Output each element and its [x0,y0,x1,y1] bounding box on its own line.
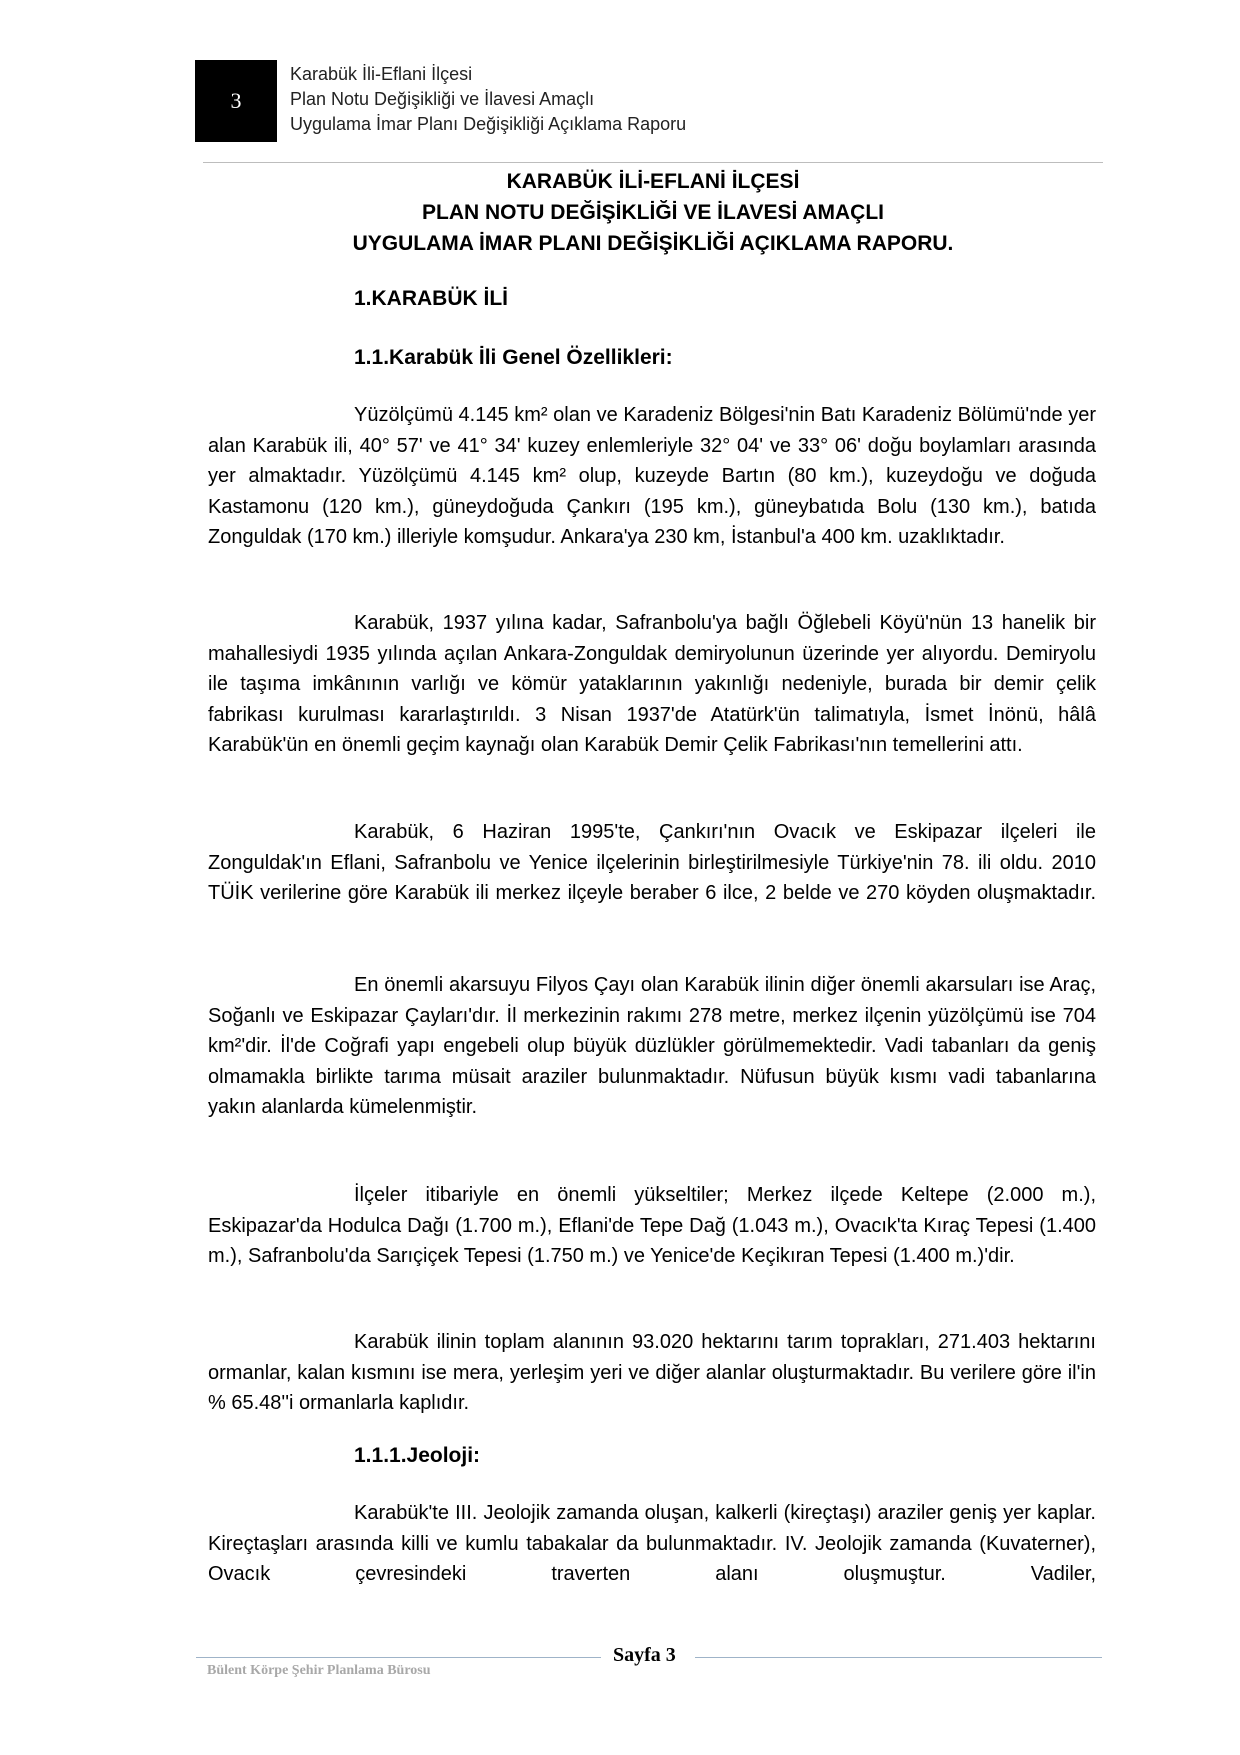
header-line-3: Uygulama İmar Planı Değişikliği Açıklama Raporu [290,114,687,134]
title-line-1: KARABÜK İLİ-EFLANİ İLÇESİ [506,170,800,193]
paragraph-land-use: Karabük ilinin toplam alanının 93.020 hektarını tarım toprakları, 271.403 hektarını ormanlar, kalan kısmını ise mera, yerleşim yeri ve diğer alanlar oluşturmaktadır. Bu verilere göre il'in % 65.48''i ormanlarla kaplıdır. [208,1331,1096,1414]
footer-page-label: Sayfa 3 [613,1644,676,1666]
paragraph-general-1: Yüzölçümü 4.145 km² olan ve Karadeniz Bölgesi'nin Batı Karadeniz Bölümü'nde yer alan Karabük ili, 40° 57' ve 41° 34' kuzey enlemleriyle 32° 04' ve 33° 06' doğu boylamları arasında yer almaktadır. Yüzölçümü 4.145 km² olup, kuzeyde Bartın (80 km.), kuzeydoğu ve doğuda Kastamonu (120 km.), güneydoğuda Çankırı (195 km.), güneybatıda Bolu (130 km.), batıda Zonguldak (170 km.) illeriyle komşudur. Ankara'ya 230 km, İstanbul'a 400 km. uzaklıktadır. [208,404,1096,548]
document-title [203,166,1103,259]
page-number: 3 [230,88,242,113]
running-header [290,62,686,137]
paragraph-history: Karabük, 1937 yılına kadar, Safranbolu'ya bağlı Öğlebeli Köyü'nün 13 hanelik bir mahallesiydi 1935 yılında açılan Ankara-Zonguldak demiryolunun üzerinde yer alıyordu. Demiryolu ile taşıma imkânının varlığı ve kömür yataklarının yakınlığı nedeniyle, burada bir demir çelik fabrikası kurulması kararlaştırıldı. 3 Nisan 1937'de Atatürk'ün talimatıyla, İsmet İnönü, hâlâ Karabük'ün en önemli geçim kaynağı olan Karabük Demir Çelik Fabrikası'nın temellerini attı. [208,612,1096,756]
header-line-1: Karabük İli-Eflani İlçesi [290,64,473,84]
paragraph-rivers: En önemli akarsuyu Filyos Çayı olan Karabük ilinin diğer önemli akarsuları ise Araç, Soğanlı ve Eskipazar Çayları'dır. İl merkezinin rakımı 278 metre, merkez ilçenin yüzölçümü ise 704 km²'dir. İl'de Coğrafi yapı engebeli olup büyük düzlükler görülmemektedir. Vadi tabanları da geniş olmamakla birlikte tarıma müsait araziler bulunmaktadır. Nüfusun büyük kısmı vadi tabanlarına yakın alanlarda kümelenmiştir. [208,974,1096,1118]
section-heading-1: 1.KARABÜK İLİ [354,287,509,310]
page-number-badge [195,60,277,142]
header-line-2: Plan Notu Değişikliği ve İlavesi Amaçlı [290,89,595,109]
footer-divider-right [695,1657,1102,1658]
title-line-3: UYGULAMA İMAR PLANI DEĞİŞİKLİĞİ AÇIKLAMA RAPORU. [352,232,954,255]
footer-company-name: Bülent Körpe Şehir Planlama Bürosu [207,1663,431,1678]
paragraph-elevations: İlçeler itibariyle en önemli yükseltiler; Merkez ilçede Keltepe (2.000 m.), Eskipazar'da Hodulca Dağı (1.700 m.), Eflani'de Tepe Dağ (1.043 m.), Ovacık'ta Kıraç Tepesi (1.400 m.), Safranbolu'da Sarıçiçek Tepesi (1.750 m.) ve Yenice'de Keçikıran Tepesi (1.400 m.)'dir. [208,1184,1096,1267]
section-heading-1-1-1: 1.1.1.Jeoloji: [354,1444,481,1467]
footer-divider-left [196,1657,601,1658]
paragraph-province: Karabük, 6 Haziran 1995'te, Çankırı'nın Ovacık ve Eskipazar ilçeleri ile Zonguldak'ın Eflani, Safranbolu ve Yenice ilçelerinin birleştirilmesiyle Türkiye'nin 78. ili oldu. 2010 TÜİK verilerine göre Karabük ili merkez ilçeyle beraber 6 ilce, 2 belde ve 270 köyden oluşmaktadır. [208,821,1096,904]
section-heading-1-1: 1.1.Karabük İli Genel Özellikleri: [354,346,673,369]
header-divider [203,162,1103,163]
paragraph-geology: Karabük'te III. Jeolojik zamanda oluşan, kalkerli (kireçtaşı) araziler geniş yer kaplar. Kireçtaşları arasında killi ve kumlu tabakalar da bulunmaktadır. IV. Jeolojik zamanda (Kuvaterner), Ovacık çevresindeki traverten alanı oluşmuştur. Vadiler, [208,1502,1096,1585]
title-line-2: PLAN NOTU DEĞİŞİKLİĞİ VE İLAVESİ AMAÇLI [421,201,885,224]
